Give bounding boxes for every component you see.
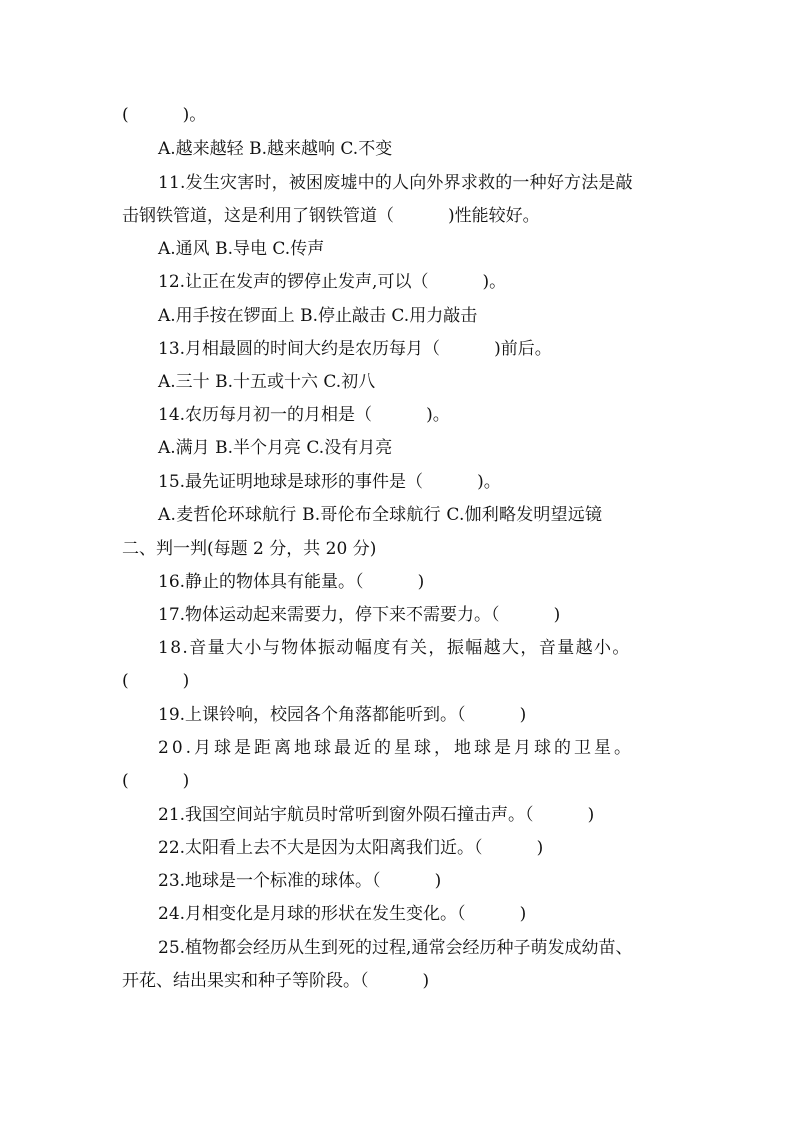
q24-statement: 24.月相变化是月球的形状在发生变化。（ ) [158,904,527,924]
q11-question-line-2: 击钢铁管道，这是利用了钢铁管道（ )性能较好。 [122,206,540,226]
q23-statement: 23.地球是一个标准的球体。（ ) [158,871,442,891]
q11-options: A.通风 B.导电 C.传声 [158,239,325,259]
q22-statement: 22.太阳看上去不大是因为太阳离我们近。（ ) [158,838,544,858]
q19-statement: 19.上课铃响，校园各个角落都能听到。（ ) [158,705,527,725]
q11-question-line-1: 11.发生灾害时，被困废墟中的人向外界求救的一种好方法是敲 [158,173,633,193]
q14-question: 14.农历每月初一的月相是（ )。 [158,405,450,425]
q15-question: 15.最先证明地球是球形的事件是（ )。 [158,472,501,492]
q20-statement: 20.月球是距离地球最近的星球，地球是月球的卫星。 [158,738,635,758]
q10-answer-blank: ( )。 [122,105,207,125]
q15-options: A.麦哲伦环球航行 B.哥伦布全球航行 C.伽利略发明望远镜 [158,505,603,525]
q14-options: A.满月 B.半个月亮 C.没有月亮 [158,438,393,458]
q12-options: A.用手按在锣面上 B.停止敲击 C.用力敲击 [158,306,478,326]
q13-options: A.三十 B.十五或十六 C.初八 [158,372,376,392]
q25-statement-line-2: 开花、结出果实和种子等阶段。（ ) [122,971,430,991]
q21-statement: 21.我国空间站宇航员时常听到窗外陨石撞击声。（ ) [158,805,595,825]
q10-options: A.越来越轻 B.越来越响 C.不变 [158,139,393,159]
q17-statement: 17.物体运动起来需要力，停下来不需要力。（ ) [158,605,561,625]
q18-statement: 18.音量大小与物体振动幅度有关，振幅越大，音量越小。 [158,638,631,658]
q25-statement-line-1: 25.植物都会经历从生到死的过程,通常会经历种子萌发成幼苗、 [158,938,633,958]
q18-answer-blank: ( ) [122,671,190,691]
q12-question: 12.让正在发声的锣停止发声,可以（ )。 [158,272,507,292]
section-heading: 二、判一判(每题 2 分，共 20 分) [122,539,377,559]
q16-statement: 16.静止的物体具有能量。（ ) [158,572,425,592]
q20-answer-blank: ( ) [122,771,190,791]
q13-question: 13.月相最圆的时间大约是农历每月（ )前后。 [158,339,552,359]
